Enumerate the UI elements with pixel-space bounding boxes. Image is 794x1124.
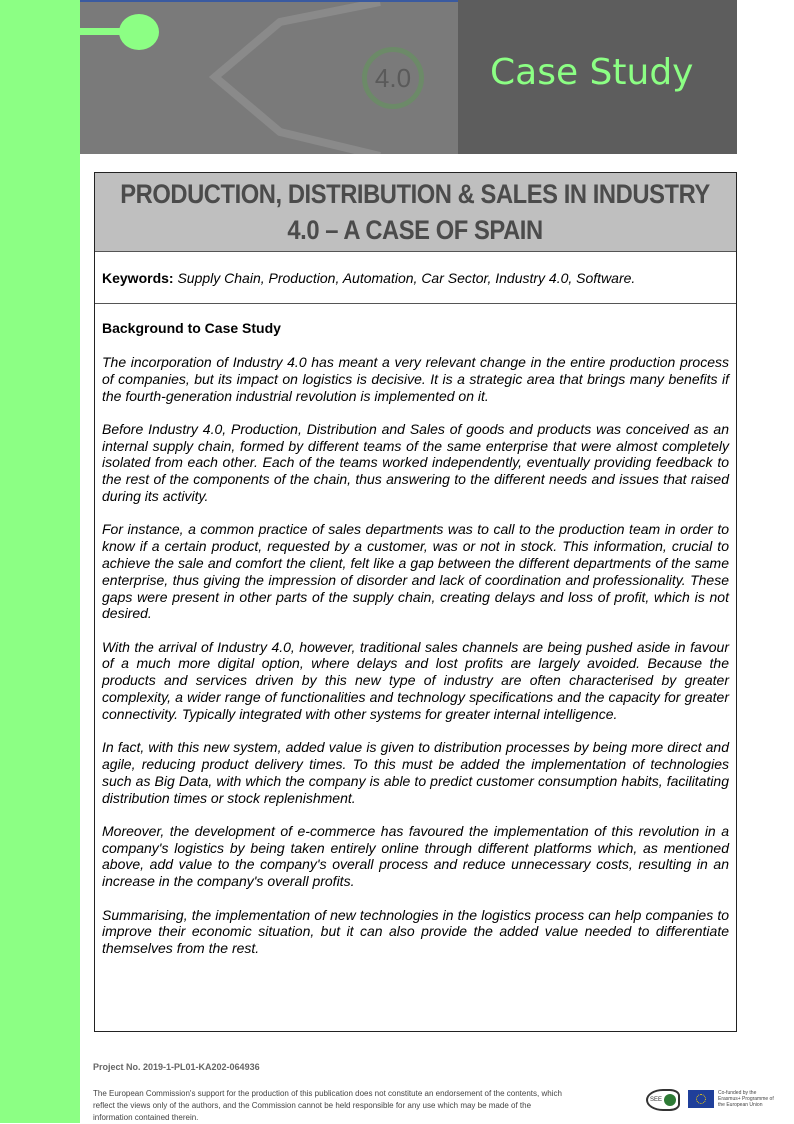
logo-circle-icon xyxy=(362,47,424,109)
paragraph: Summarising, the implementation of new technologies in the logistics process can help companies to improve their economic situation, but it can also provide the added value needed to differentiate themselves from the rest. xyxy=(102,906,729,957)
section-heading: Background to Case Study xyxy=(102,320,281,336)
paragraph: Moreover, the development of e-commerce has favoured the implementation of this revolution in a company's logistics by being taken entirely online through different platforms which, as mentioned above, add value to the company's overall process and reduce unnecessary costs, resulting in an increase in the company's overall profits. xyxy=(102,822,729,890)
header-banner xyxy=(80,0,737,154)
keywords-value: Supply Chain, Production, Automation, Car Sector, Industry 4.0, Software. xyxy=(173,270,636,286)
paragraph: In fact, with this new system, added value is given to distribution processes by being more direct and agile, reducing product delivery times. To this must be added the implementation of technologies such as Big Data, with which the company is able to predict customer consumption habits, facilitating distribution times or stock replenishment. xyxy=(102,739,729,806)
case-study-card xyxy=(94,172,737,1032)
see-logo-badge xyxy=(664,1094,676,1106)
page-title: Case Study xyxy=(490,52,694,93)
green-dot-icon xyxy=(119,14,159,50)
project-number: Project No. 2019-1-PL01-KA202-064936 xyxy=(93,1062,260,1072)
logo-text: 4.0 xyxy=(374,62,412,93)
see-logo-text: SEE xyxy=(649,1097,662,1103)
paragraph: For instance, a common practice of sales departments was to call to the production team in order to know if a certain product, requested by a customer, was or not in stock. This information, crucial to achieve the sale and comfort the client, felt like a gap between the different departments of the same enterprise, thus giving the impression of disorder and lack of coordination and professionality. These gaps were present in other parts of the supply chain, creating delays and loss of profit, which is not desired. xyxy=(102,521,729,622)
case-title-line-1: PRODUCTION, DISTRIBUTION & SALES IN INDUSTRY xyxy=(120,179,711,209)
content-body xyxy=(95,304,736,957)
case-title-line-2: 4.0 – A CASE OF SPAIN xyxy=(287,215,544,245)
disclaimer-text: The European Commission's support for the production of this publication does not constitute an endorsement of the contents, which reflect the views only of the authors, and the Commission cannot be held responsible for any use which may be made of the information contained therein. xyxy=(93,1089,562,1122)
eu-flag-icon xyxy=(688,1090,714,1108)
paragraph: Before Industry 4.0, Production, Distribution and Sales of goods and products was conceived as an internal supply chain, formed by different teams of the same enterprise that were almost completely isolated from each other. Each of the teams worked independently, eventually providing feedback to the rest of the components of the chain, thus answering to the different needs and issues that raised during its activity. xyxy=(102,420,729,505)
green-sidebar xyxy=(0,0,80,1123)
keywords-row xyxy=(95,252,736,304)
see-logo-icon xyxy=(646,1089,680,1111)
paragraph: The incorporation of Industry 4.0 has meant a very relevant change in the entire production process of companies, but its impact on logistics is decisive. It is a strategic area that brings many benefits if the fourth-generation industrial revolution is implemented on it. xyxy=(102,354,729,404)
case-title xyxy=(95,173,736,252)
eu-funding-text: Co-funded by the Erasmus+ Programme of the European Union xyxy=(718,1090,774,1108)
keywords-label: Keywords: xyxy=(102,270,174,286)
paragraph: With the arrival of Industry 4.0, however, traditional sales channels are being pushed aside in favour of a much more digital option, where delays and lost profits are largely avoided. Because the products and services driven by this new type of industry are often characterised by greater complexity, a wider range of functionalities and technology specifications and the capacity for greater connectivity. Typically integrated with other systems for greater internal intelligence. xyxy=(102,638,729,722)
